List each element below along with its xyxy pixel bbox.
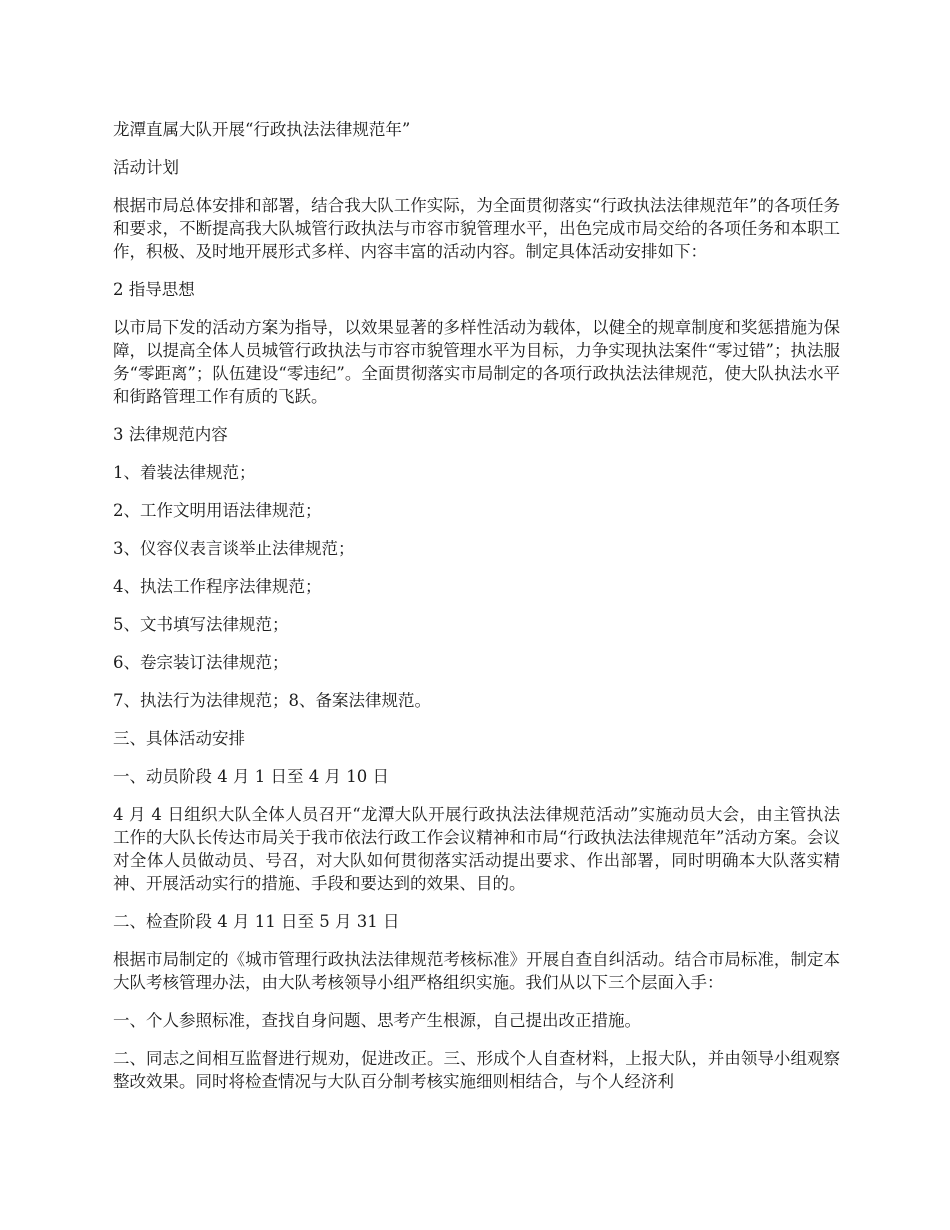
paragraph-guiding-ideology: 以市局下发的活动方案为指导，以效果显著的多样性活动为载体，以健全的规章制度和奖惩措施为保障，以提高全体人员城管行政执法与市容市貌管理水平为目标，力争实现执法案件“零过错”；执法服务“零距离”；队伍建设“零违纪”。全面贯彻落实市局制定的各项行政执法法律规范，使大队执法水平和街路管理工作有质的飞跃。 [113, 318, 840, 406]
paragraph-intro: 根据市局总体安排和部署，结合我大队工作实际，为全面贯彻落实“行政执法法律规范年”的各项任务和要求，不断提高我大队城管行政执法与市容市貌管理水平，出色完成市局交给的各项任务和本职工作，积极、及时地开展形式多样、内容丰富的活动内容。制定具体活动安排如下： [113, 196, 840, 261]
section-heading-activity-arrangement: 三、具体活动安排 [113, 729, 245, 748]
document-title: 龙潭直属大队开展“行政执法法律规范年” [113, 120, 411, 139]
list-item: 2、工作文明用语法律规范； [113, 501, 322, 520]
document-subtitle: 活动计划 [113, 158, 179, 177]
document-body [113, 118, 840, 1108]
list-item: 4、执法工作程序法律规范； [113, 577, 322, 596]
list-item: 7、执法行为法律规范；8、备案法律规范。 [113, 691, 431, 710]
list-item: 1、着装法律规范； [113, 463, 256, 482]
section-heading-inspection-phase: 二、检查阶段 4 月 11 日至 5 月 31 日 [113, 912, 400, 931]
paragraph-inspection: 根据市局制定的《城市管理行政执法法律规范考核标准》开展自查自纠活动。结合市局标准，制定本大队考核管理办法，由大队考核领导小组严格组织实施。我们从以下三个层面入手： [113, 950, 840, 992]
paragraph-individual-level: 一、个人参照标准，查找自身问题、思考产生根源，自己提出改正措施。 [113, 1011, 641, 1030]
paragraph-mobilization: 4 月 4 日组织大队全体人员召开“龙潭大队开展行政执法法律规范活动”实施动员大会，由主管执法工作的大队长传达市局关于我市依法行政工作会议精神和市局“行政执法法律规范年”活动方案。会议对全体人员做动员、号召，对大队如何贯彻落实活动提出要求、作出部署，同时明确本大队落实精神、开展活动实行的措施、手段和要达到的效果、目的。 [113, 805, 840, 893]
list-item: 6、卷宗装订法律规范； [113, 653, 289, 672]
list-item: 3、仪容仪表言谈举止法律规范； [113, 539, 355, 558]
section-heading-norms-content: 3 法律规范内容 [113, 425, 228, 444]
section-heading-mobilization-phase: 一、动员阶段 4 月 1 日至 4 月 10 日 [113, 767, 389, 786]
list-item: 5、文书填写法律规范； [113, 615, 289, 634]
section-heading-guiding-ideology: 2 指导思想 [113, 280, 195, 299]
paragraph-peer-supervision: 二、同志之间相互监督进行规劝，促进改正。三、形成个人自查材料，上报大队，并由领导小组观察整改效果。同时将检查情况与大队百分制考核实施细则相结合，与个人经济利 [113, 1049, 840, 1091]
